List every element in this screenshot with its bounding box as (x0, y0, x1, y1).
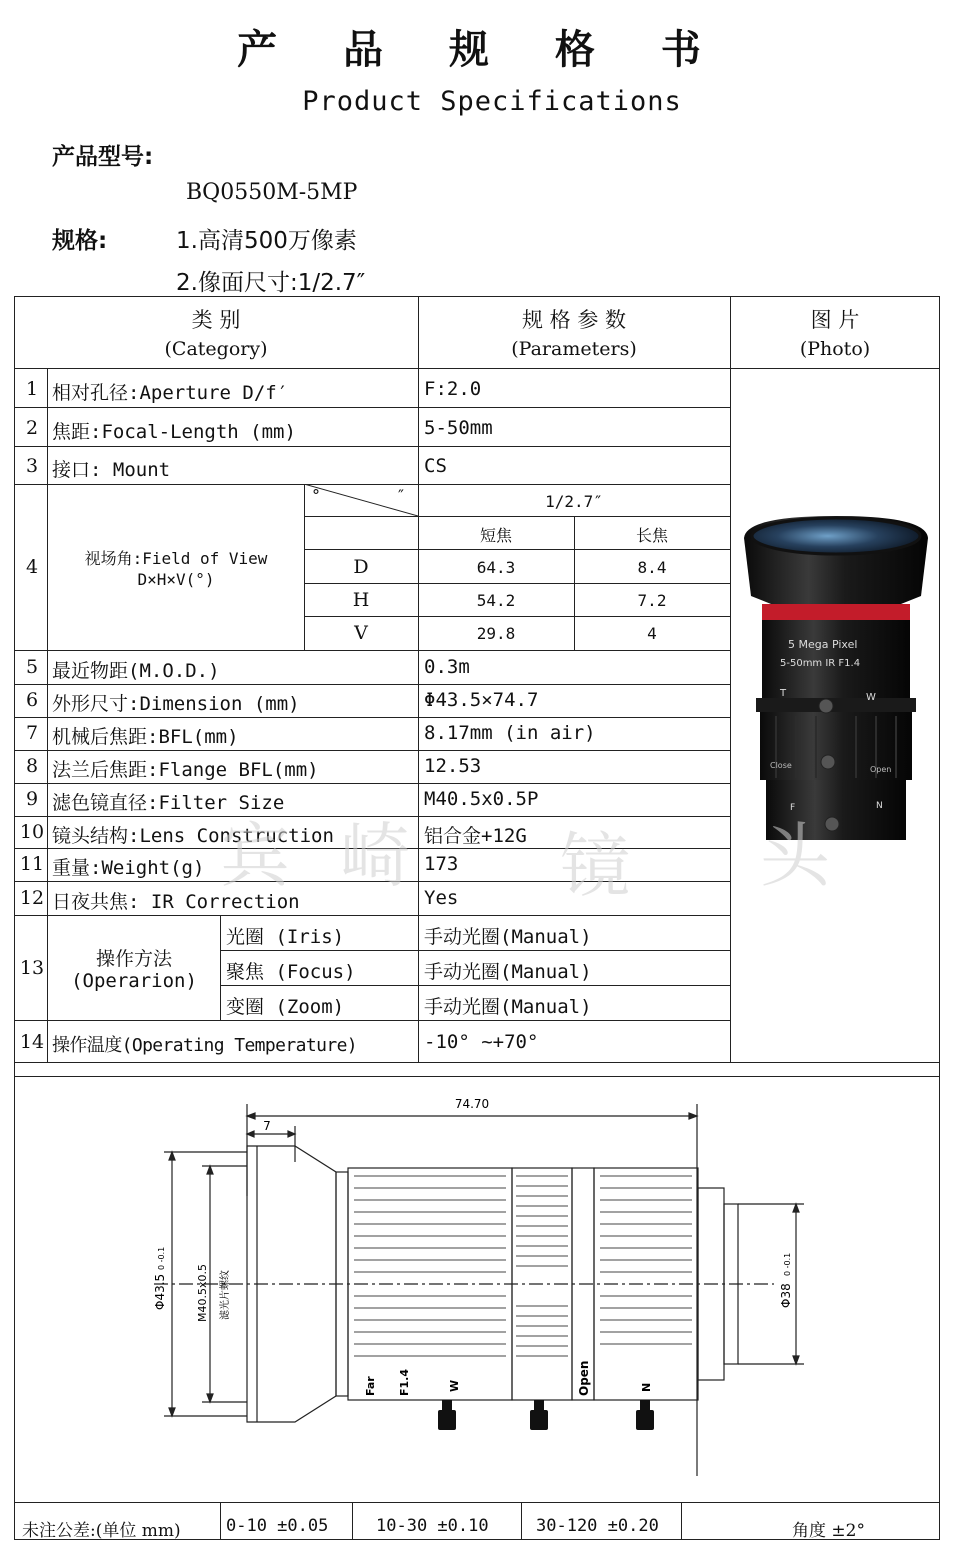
row-value-construction: 铝合金+12G (424, 825, 527, 847)
operation-zoom-value: 手动光圈(Manual) (424, 996, 592, 1018)
tolerance-range-2: 10-30 ±0.10 (376, 1516, 489, 1536)
dim-rear-tolerance: 0 -0.1 (783, 1252, 792, 1276)
lens-photo-text-t: T (780, 688, 787, 699)
spec-item-2: 2.像面尺寸:1/2.7″ (176, 270, 366, 296)
row-number: 7 (25, 722, 39, 744)
row-number: 6 (25, 689, 39, 711)
drawing-label-n: N (640, 1382, 653, 1392)
tolerance-range-1: 0-10 ±0.05 (226, 1516, 329, 1536)
row-name-ir: 日夜共焦: IR Correction (52, 891, 300, 913)
fov-corner-right: ″ (398, 486, 404, 505)
row-value-bfl: 8.17mm (in air) (424, 722, 596, 744)
row-name-filter: 滤色镜直径:Filter Size (52, 792, 285, 814)
row-number: 1 (25, 378, 39, 400)
dim-outer-tolerance: 0 -0.1 (157, 1246, 166, 1270)
row-value-mount: CS (424, 455, 447, 477)
fov-name-line1: 视场角:Field of View (84, 549, 268, 568)
operation-iris-label: 光圈 (Iris) (226, 926, 345, 948)
lens-photo-text-open: Open (870, 765, 892, 774)
fov-d-short: 64.3 (476, 558, 516, 577)
watermark-char: 崎 (340, 815, 410, 897)
fov-d-long: 8.4 (637, 558, 667, 577)
row-name-temperature: 操作温度(Operating Temperature) (52, 1035, 358, 1056)
dim-outer-diameter: Φ43.5 (153, 1273, 167, 1310)
drawing-label-w: W (448, 1379, 461, 1392)
row-name-flange: 法兰后焦距:Flange BFL(mm) (52, 759, 319, 781)
tolerance-label: 未注公差:(单位 mm) (22, 1521, 181, 1541)
operation-iris-value: 手动光圈(Manual) (424, 926, 592, 948)
drawing-label-open: Open (577, 1360, 591, 1396)
row-value-aperture: F:2.0 (424, 378, 482, 400)
header-category-cn: 类 别 (191, 308, 241, 332)
header-photo-cn: 图 片 (810, 308, 860, 332)
dim-length: 74.70 (454, 1097, 490, 1111)
watermark-char: 头 (760, 815, 830, 897)
row-value-ir: Yes (424, 887, 459, 909)
operation-name-cn: 操作方法 (95, 948, 172, 970)
row-name-dimension: 外形尺寸:Dimension (mm) (52, 693, 300, 715)
operation-name-en: (Operarion) (71, 970, 197, 992)
lens-photo-text-f: F (790, 803, 796, 813)
tolerance-range-3: 30-120 ±0.20 (536, 1516, 659, 1536)
row-number: 3 (25, 455, 39, 477)
operation-zoom-label: 变圈 (Zoom) (226, 996, 345, 1018)
row-number: 4 (25, 556, 39, 578)
row-name-mod: 最近物距(M.O.D.) (52, 660, 220, 682)
fov-h-short: 54.2 (476, 591, 516, 610)
fov-axis-v: V (354, 622, 368, 644)
header-params-cn: 规 格 参 数 (521, 308, 627, 332)
lens-photo-text-close: Close (770, 761, 792, 770)
lens-photo-text-megapixel: 5 Mega Pixel (788, 638, 858, 651)
row-value-filter: M40.5x0.5P (424, 788, 539, 810)
watermark-char: 镜 (560, 825, 630, 907)
row-number: 10 (19, 821, 45, 843)
tolerance-angle: 角度 ±2° (792, 1521, 865, 1541)
spec-item-1: 1.高清500万像素 (176, 228, 357, 254)
row-number: 13 (19, 957, 45, 979)
row-name-focal: 焦距:Focal-Length (mm) (52, 421, 296, 443)
row-number: 5 (25, 656, 39, 678)
lens-technical-drawing (14, 1076, 940, 1502)
dim-filter-note: 滤光片螺纹 (220, 1270, 231, 1320)
model-label: 产品型号: (52, 144, 154, 170)
lens-photo-text-w: W (866, 692, 876, 703)
fov-v-short: 29.8 (476, 624, 516, 643)
row-name-mount: 接口: Mount (52, 459, 171, 481)
fov-axis-d: D (353, 556, 369, 578)
fov-h-long: 7.2 (637, 591, 667, 610)
row-number: 14 (19, 1031, 45, 1053)
row-number: 11 (19, 853, 45, 875)
spec-label: 规格: (52, 228, 108, 254)
drawing-label-f14: F1.4 (398, 1368, 411, 1396)
fov-name-line2: D×H×V(°) (137, 570, 215, 589)
row-number: 9 (25, 788, 39, 810)
operation-focus-value: 手动光圈(Manual) (424, 961, 592, 983)
row-value-weight: 173 (424, 853, 459, 875)
dim-rear-diameter: Φ38 (779, 1283, 793, 1308)
row-value-dimension: Φ43.5×74.7 (424, 689, 539, 711)
row-value-focal: 5-50mm (424, 417, 493, 439)
model-value: BQ0550M-5MP (186, 180, 358, 205)
fov-long-header: 长焦 (635, 526, 668, 545)
row-number: 2 (25, 417, 39, 439)
drawing-label-far: Far (364, 1376, 377, 1396)
fov-axis-h: H (352, 589, 370, 611)
lens-photo-text-n: N (876, 801, 883, 811)
watermark-char: 宾 (220, 815, 290, 897)
fov-v-long: 4 (647, 624, 657, 643)
row-name-construction: 镜头结构:Lens Construction (52, 825, 334, 847)
row-name-bfl: 机械后焦距:BFL(mm) (52, 726, 239, 748)
page-title-cn: 产 品 规 格 书 (237, 26, 727, 73)
row-number: 12 (19, 887, 45, 909)
row-number: 8 (25, 755, 39, 777)
page-title-en: Product Specifications (302, 86, 682, 117)
row-name-weight: 重量:Weight(g) (52, 857, 205, 879)
row-value-flange: 12.53 (424, 755, 482, 777)
row-value-mod: 0.3m (424, 656, 470, 678)
dim-front: 7 (263, 1119, 271, 1133)
dim-filter-thread: M40.5x0.5 (196, 1264, 209, 1322)
lens-photo (736, 506, 936, 846)
header-params-en: (Parameters) (511, 338, 637, 360)
fov-corner-left: ° (312, 486, 320, 505)
header-photo-en: (Photo) (799, 338, 871, 360)
fov-short-header: 短焦 (479, 526, 512, 545)
header-category-en: (Category) (164, 338, 268, 360)
row-value-temperature: -10° ~+70° (424, 1031, 539, 1053)
row-name-aperture: 相对孔径:Aperture D/f′ (52, 382, 289, 404)
lens-photo-text-spec: 5-50mm IR F1.4 (780, 658, 861, 669)
operation-focus-label: 聚焦 (Focus) (226, 961, 356, 983)
fov-sensor: 1/2.7″ (545, 492, 603, 511)
